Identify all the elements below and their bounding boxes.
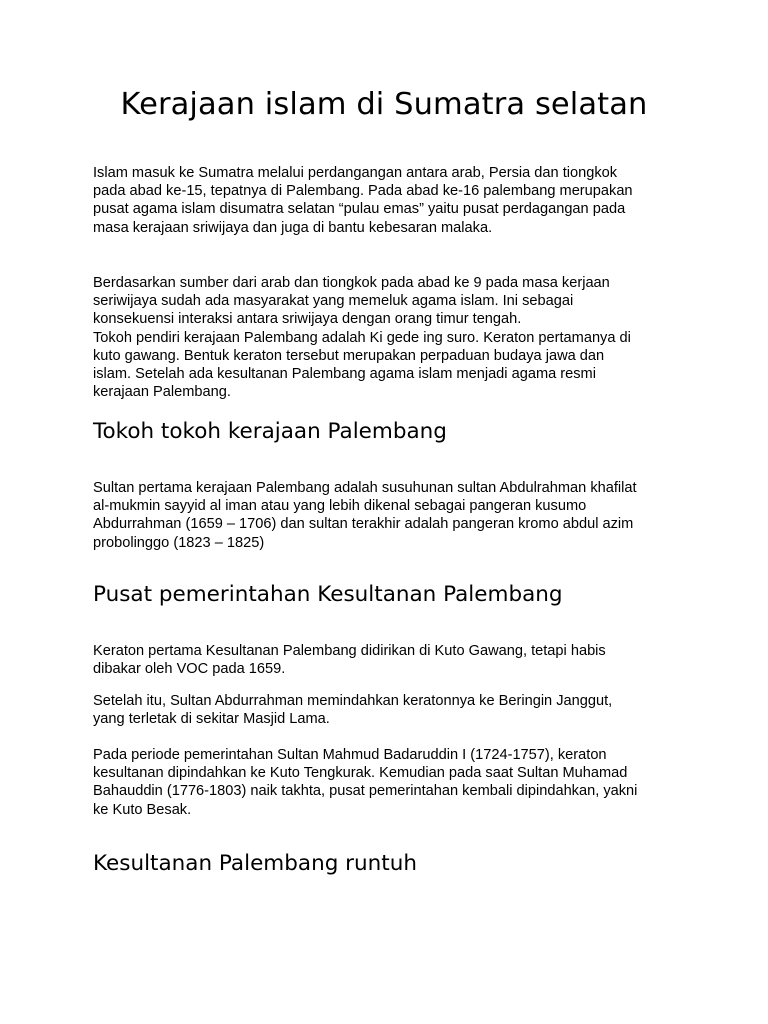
intro-paragraph-1 (93, 164, 685, 237)
intro-paragraph-2 (93, 274, 685, 401)
text-line: Tokoh pendiri kerajaan Palembang adalah Ki gede ing suro. Keraton pertamanya di (93, 329, 631, 346)
text-line: Setelah itu, Sultan Abdurrahman memindahkan keratonnya ke Beringin Janggut, (93, 693, 613, 709)
text-line: probolinggo (1823 – 1825) (93, 534, 265, 551)
section-heading-runtuh: Kesultanan Palembang runtuh (93, 851, 417, 876)
text-line: Berdasarkan sumber dari arab dan tiongkok pada abad ke 9 pada masa kerjaan (93, 275, 610, 291)
text-line: kesultanan dipindahkan ke Kuto Tengkurak. Kemudian pada saat Sultan Muhamad (93, 765, 628, 782)
document-title: Kerajaan islam di Sumatra selatan (120, 87, 648, 122)
text-line: kerajaan Palembang. (93, 384, 231, 401)
text-line: al-mukmin sayyid al iman atau yang lebih dikenal sebagai pangeran kusumo (93, 498, 587, 515)
text-line: dibakar oleh VOC pada 1659. (93, 661, 286, 678)
text-line: ke Kuto Besak. (93, 801, 192, 818)
text-line: Keraton pertama Kesultanan Palembang didirikan di Kuto Gawang, tetapi habis (93, 643, 606, 659)
pusat-paragraph-3 (93, 746, 685, 819)
text-line: seriwijaya sudah ada masyarakat yang memeluk agama islam. Ini sebagai (93, 293, 574, 310)
text-line: masa kerajaan sriwijaya dan juga di bantu kebesaran malaka. (93, 219, 493, 236)
text-line: Pada periode pemerintahan Sultan Mahmud Badaruddin I (1724-1757), keraton (93, 747, 607, 763)
pusat-paragraph-2 (93, 692, 685, 728)
text-line: Bahauddin (1776-1803) naik takhta, pusat pemerintahan kembali dipindahkan, yakni (93, 783, 638, 800)
text-line: Islam masuk ke Sumatra melalui perdangangan antara arab, Persia dan tiongkok (93, 165, 618, 181)
text-line: Abdurrahman (1659 – 1706) dan sultan terakhir adalah pangeran kromo abdul azim (93, 516, 634, 533)
text-line: pusat agama islam disumatra selatan “pulau emas” yaitu pusat perdagangan pada (93, 201, 626, 218)
text-line: yang terletak di sekitar Masjid Lama. (93, 711, 330, 728)
text-line: Sultan pertama kerajaan Palembang adalah susuhunan sultan Abdulrahman khafilat (93, 480, 637, 496)
text-line: kuto gawang. Bentuk keraton tersebut merupakan perpaduan budaya jawa dan (93, 347, 605, 364)
pusat-paragraph-1 (93, 642, 685, 678)
section-heading-tokoh: Tokoh tokoh kerajaan Palembang (93, 419, 447, 444)
tokoh-paragraph (93, 479, 685, 552)
text-line: pada abad ke-15, tepatnya di Palembang. Pada abad ke-16 palembang merupakan (93, 183, 633, 200)
text-line: konsekuensi interaksi antara sriwijaya dengan orang timur tengah. (93, 311, 522, 328)
text-line: islam. Setelah ada kesultanan Palembang agama islam menjadi agama resmi (93, 366, 596, 383)
section-heading-pusat: Pusat pemerintahan Kesultanan Palembang (93, 582, 563, 607)
